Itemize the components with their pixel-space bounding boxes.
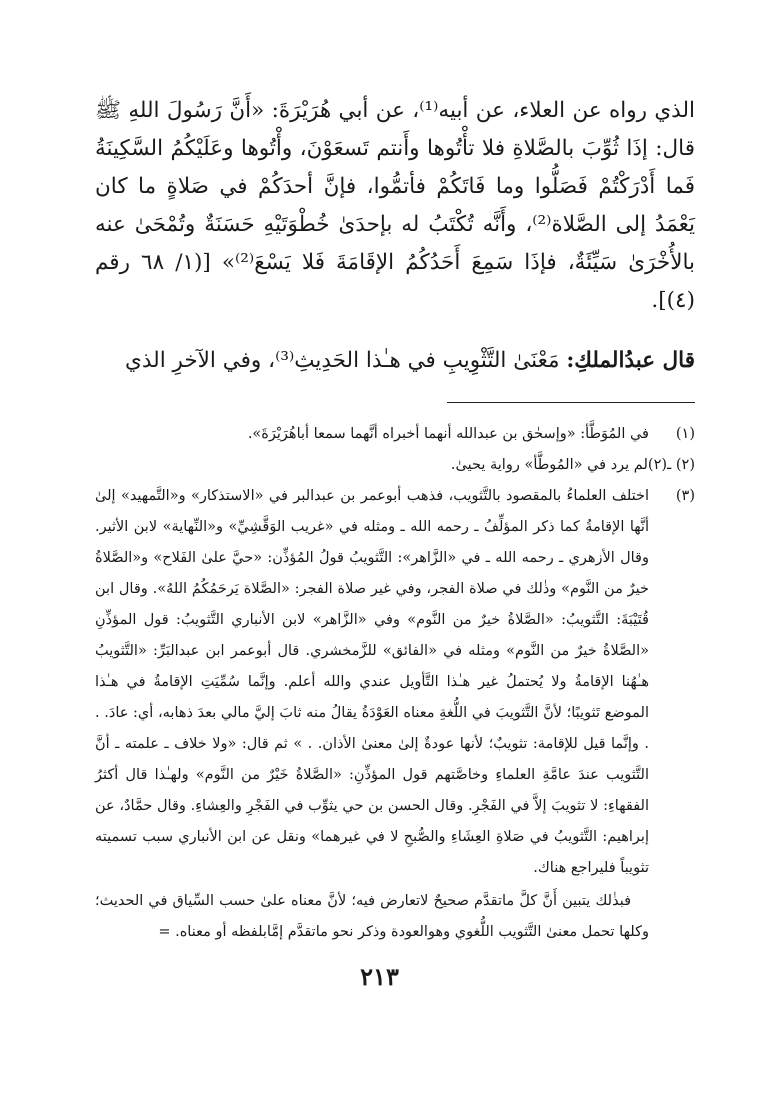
footnote-3 [95, 481, 695, 884]
footnotes [95, 419, 695, 948]
footnote-continuation: فبذٰلك يتبين أَنَّ كلَّ ماتقدَّم صحيحٌ لاتعارض فيه؛ لأنَّ معناه علىٰ حسب السِّياق في الحديث؛ وكلها تحمل معنىٰ التَّثويب اللُّغوي وهوالعودة وذكر نحو ماتقدَّم إمَّابلفظه أو معناه. = [95, 893, 649, 940]
page-number: ٢١٣ [360, 962, 399, 991]
footnote-text: اختلف العلماءُ بالمقصود بالتَّثويب، فذهب أبوعمر بن عبدالبر في «الاستذكار» و«التَّمهيد» إلىٰ أنَّها الإقامةُ كما ذكر المؤلِّفُ ـ رحمه الله ـ ومثله في «غريب الوَقَّشِيِّ» و«النِّهاية» لابن الأثير. وقال الأزهري ـ رحمه الله ـ في «الزَّاهر»: التَّثويبُ قولُ المُؤذِّن: «حيَّ علىٰ الفَلاح» و«الصَّلاةُ خيرٌ من النَّوم» وذٰلك في صلاة الفجر، وفي غير صلاة الفجر: «الصَّلاة يَرحَمُكُمُ اللهُ». وقال ابن قُتَيْبَةَ: التَّثويبُ: «الصَّلاةُ خيرٌ من النَّوم» وفي «الزَّاهر» لابن الأنباري التَّثويبُ: قول المؤذِّنِ «الصَّلاةُ خيرٌ من النَّوم» ومثله في «الفائق» للزَّمخشري. قال أبوعمر ابن عبدالبَرِّ: «التَّثويبُ هـٰهُنا الإقامةُ ولا يُحتملُ غير هـٰذا التَّأويل عندي والله أعلم. وإنَّما سُمِّيَتِ الإقامةُ في هـٰذا الموضع تَثويبًا؛ لأنَّ التَّثويبَ في اللُّغةِ معناه العَوْدَةُ يقالُ منه ثابَ إليَّ مالي بعدَ ذهابه، أي: عادَ. . . وإنَّما قيل للإقامة: تثويبٌ؛ لأنها عودةٌ إلىٰ معنىٰ الأذان. . » ثم قال: «ولا خلاف ـ علمته ـ أنَّ التَّثويب عندَ عامَّةِ العلماءِ وخاصَّتهم قول المؤذِّنِ: «الصَّلاةُ خَيْرٌ من النَّوم» ولهـٰذا قال أكثرُ الفقهاءِ: لا تثويبَ إلاَّ في الفَجْرِ. وقال الحسن بن حي يثوِّب في الفَجْرِ والعِشاءِ. وقال حمَّادٌ، عن إبراهيم: التَّثويبُ في صَلاةِ العِشَاءِ والصُّبحِ لا في غيرهما» ونقل عن ابن الأنباري سبب تسميته تثويباً فليراجع هناك. [95, 488, 649, 876]
commentary-author: قال عبدُالملكِ: [566, 348, 695, 373]
footnote-1 [95, 419, 695, 450]
page-content [95, 92, 695, 948]
footnote-text: لم يرد في «المُوطَّأ» رواية يحيىٰ. [450, 457, 648, 473]
footnote-number: (١) [675, 426, 695, 442]
hadith-text: الذي رواه عن العلاء، عن أبيه⁽¹⁾، عن أبي هُرَيْرَةَ: «أَنَّ رَسُولَ اللهِ ﷺ قال: إذَا ثُوِّبَ بالصَّلاةِ فلا تأْتُوها وأَنتم تَسعَوْنَ، وأْتُوها وعَلَيْكُمُ السَّكِينَةُ فَما أَدْرَكْتُمْ فَصَلُّوا وما فَاتَكُمْ فأتمُّوا، فإنَّ أحدَكُمْ في صَلاةٍ ما كان يَعْمَدُ إلى الصَّلاة⁽²⁾، وأَنَّه تُكْتَبُ له بإحدَىٰ خُطْوَتَيْهِ حَسَنَةٌ وتُمْحَىٰ عنه بالأُخْرَىٰ سَيِّئَةٌ، فإذَا سَمِعَ أَحَدُكُمُ الإقَامَةَ فَلا يَسْعَ⁽²⁾» [(١/ ٦٨ رقم (٤)]. [95, 98, 696, 313]
footnote-2 [95, 450, 695, 481]
commentary-intro: مَعْنَىٰ التَّثْوِيبِ في هـٰذا الحَدِيثِ⁽³⁾، وفي الآخرِ الذي [125, 348, 567, 373]
footnote-number: (٢) ـ(٢) [647, 457, 695, 473]
commentary-heading [95, 342, 695, 380]
footnote-separator [447, 402, 695, 403]
footnote-text: في المُوَطَّأ: «وإسحٰق بن عبدالله أنهما أخبراه أنَّهما سمعا أباهُرَيْرَةَ». [247, 426, 649, 442]
footnote-number: (٣) [675, 488, 695, 504]
